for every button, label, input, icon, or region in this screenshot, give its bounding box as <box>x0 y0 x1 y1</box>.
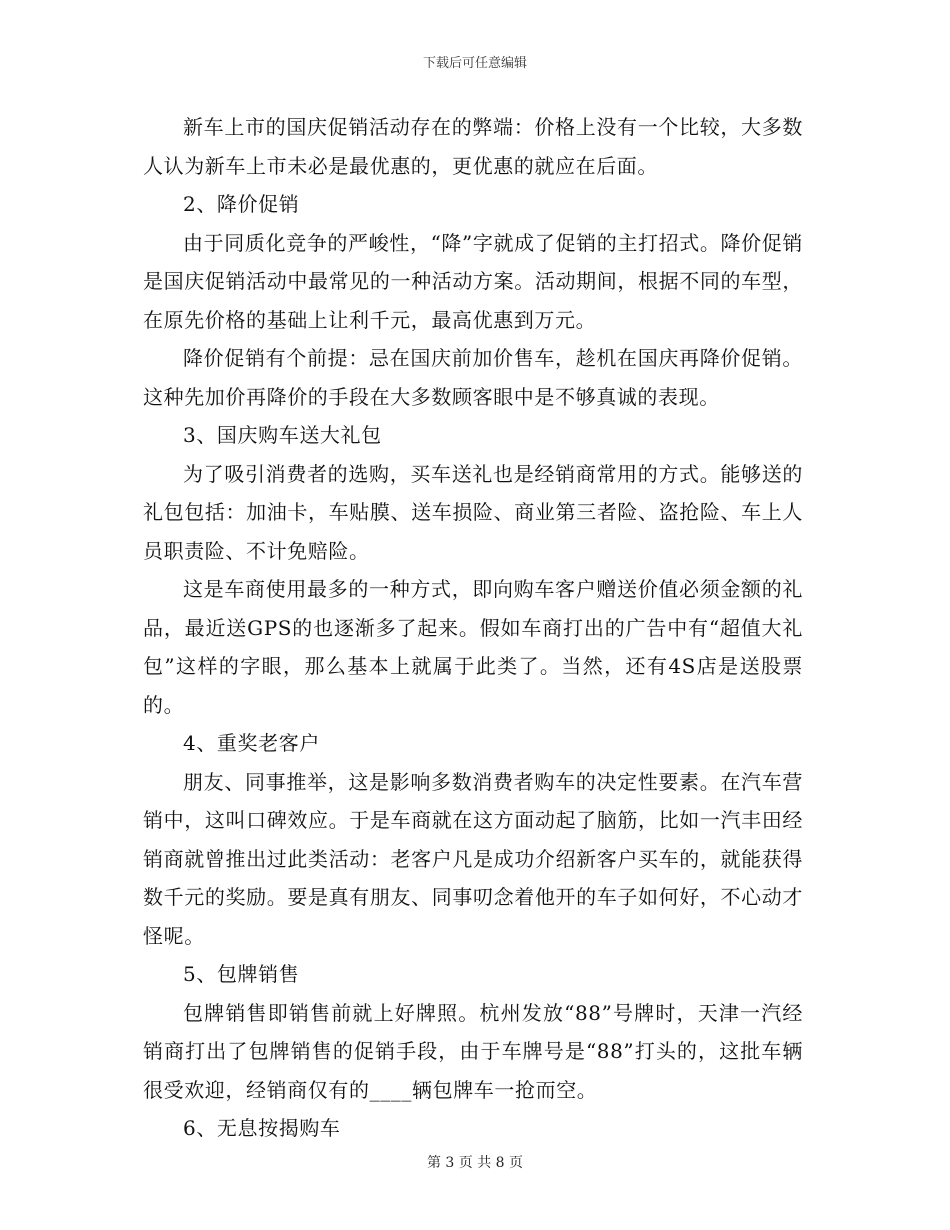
paragraph: 新车上市的国庆促销活动存在的弊端：价格上没有一个比较，大多数人认为新车上市未必是最优惠的，更优惠的就应在后面。 <box>143 115 803 178</box>
page-footer: 第 3 页 共 8 页 <box>426 1155 524 1171</box>
page-header: 下载后可任意编辑 <box>422 56 527 71</box>
section-heading: 5、包牌销售 <box>183 962 300 986</box>
paragraph: 由于同质化竞争的严峻性，“降”字就成了促销的主打招式。降价促销是国庆促销活动中最常见的一种活动方案。活动期间，根据不同的车型，在原先价格的基础上让利千元，最高优惠到万元。 <box>143 230 803 332</box>
paragraph: 降价促销有个前提：忌在国庆前加价售车，趁机在国庆再降价促销。这种先加价再降价的手段在大多数顾客眼中是不够真诚的表现。 <box>143 346 803 409</box>
section-heading: 3、国庆购车送大礼包 <box>183 423 382 447</box>
section-heading: 2、降价促销 <box>183 192 300 216</box>
paragraph: 为了吸引消费者的选购，买车送礼也是经销商常用的方式。能够送的礼包包括：加油卡，车贴膜、送车损险、商业第三者险、盗抢险、车上人员职责险、不计免赔险。 <box>143 461 803 563</box>
section-heading: 4、重奖老客户 <box>183 731 320 755</box>
document-body <box>143 108 803 1148</box>
section-heading: 6、无息按揭购车 <box>183 1116 341 1140</box>
paragraph: 包牌销售即销售前就上好牌照。杭州发放“88”号牌时，天津一汽经销商打出了包牌销售的促销手段，由于车牌号是“88”打头的，这批车辆很受欢迎，经销商仅有的____辆包牌车一抢而空。 <box>143 1000 803 1102</box>
paragraph: 这是车商使用最多的一种方式，即向购车客户赠送价值必须金额的礼品，最近送GPS的也逐渐多了起来。假如车商打出的广告中有“超值大礼包”这样的字眼，那么基本上就属于此类了。当然，还有4S店是送股票的。 <box>143 577 803 717</box>
paragraph: 朋友、同事推举，这是影响多数消费者购车的决定性要素。在汽车营销中，这叫口碑效应。于是车商就在这方面动起了脑筋，比如一汽丰田经销商就曾推出过此类活动：老客户凡是成功介绍新客户买车的，就能获得数千元的奖励。要是真有朋友、同事叨念着他开的车子如何好，不心动才怪呢。 <box>143 769 803 948</box>
